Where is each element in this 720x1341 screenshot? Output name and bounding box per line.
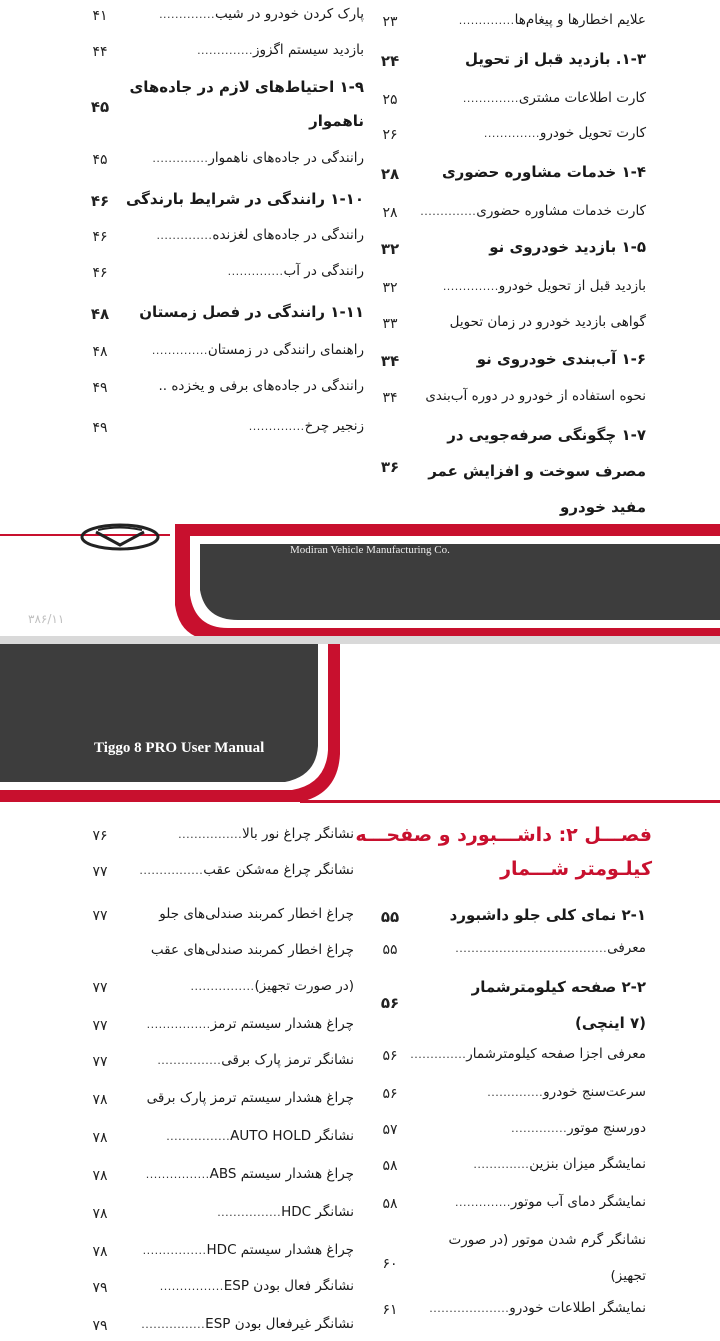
toc-page-number: ۷۷ [92,1054,108,1070]
toc-leader-dots: .............. [458,14,515,27]
toc-leader-dots: ................ [145,1168,210,1181]
toc-page-number: ۷۹ [92,1318,108,1334]
toc-entry-text: رانندگی در جاده‌های برفی و یخزده .. [158,378,364,394]
toc-entry [197,42,364,58]
toc-entry [157,1052,354,1068]
toc-entry-text: کارت تحویل خودرو [539,125,646,141]
toc-entry-line: ناهموار [309,112,364,130]
toc-page-number: ۴۱ [92,8,108,24]
toc-leader-dots: ................ [146,1018,211,1031]
toc-entry [511,1120,646,1136]
toc-entry [487,1084,646,1100]
toc-page-number: ۴۴ [92,44,108,60]
toc-leader-dots: .............. [248,420,305,433]
toc-entry [489,238,646,256]
toc-entry-text: نمایشگر میزان بنزین [529,1156,646,1172]
toc-entry-text: معرفی [607,940,646,956]
toc-leader-dots: .............. [483,127,540,140]
toc-entry-text: نحوه استفاده از خودرو در دوره آب‌بندی [425,388,646,404]
toc-entry-text: ۱-۶ آب‌بندی خودروی نو [476,350,646,368]
toc-page-number: ۴۶ [90,192,110,210]
toc-entry [450,906,646,924]
toc-page-number: ۶۰ [382,1256,398,1272]
toc-page-number: ۲۳ [382,14,398,30]
toc-entry [158,378,364,394]
toc-page-number: ۴۸ [92,344,108,360]
toc-leader-dots: ................ [159,1280,224,1293]
toc-entry [477,350,646,368]
toc-entry-text: سرعت‌سنج خودرو [543,1084,646,1100]
toc-entry-line: مصرف سوخت و افزایش عمر [428,462,646,480]
toc-entry [484,125,646,141]
toc-leader-dots: .............. [197,44,254,57]
toc-entry [410,1046,646,1062]
toc-leader-dots: .............. [462,92,519,105]
toc-page-number: ۷۷ [92,980,108,996]
toc-entry-text: رانندگی در آب [283,263,364,279]
toc-page-number: ۳۲ [380,240,400,258]
toc-entry-text: چراغ اخطار کمربند صندلی‌های جلو [159,906,354,922]
toc-entry-text: نشانگر چراغ نور بالا [242,826,354,842]
toc-page-number: ۷۶ [92,828,108,844]
toc-entry [159,906,354,922]
toc-page-number: ۷۷ [92,864,108,880]
toc-page-number: ۳۴ [380,352,400,370]
toc-entry [420,203,646,219]
toc-page-number: ۴۶ [92,265,108,281]
toc-page-number: ۴۵ [90,98,110,116]
toc-entry [459,12,646,28]
toc-page-number: ۲۸ [380,165,400,183]
toc-page-number: ۴۹ [92,380,108,396]
toc-entry-line: (۷ اینچی) [575,1014,646,1032]
toc-entry [473,1156,646,1172]
toc-page-number: ۳۲ [382,280,398,296]
toc-entry-text: نشانگر AUTO HOLD [230,1128,354,1144]
toc-entry-line: مفید خودرو [560,498,646,516]
toc-leader-dots: .............. [420,205,477,218]
toc-entry-text: نشانگر ترمز پارک برقی [221,1052,354,1068]
toc-entry-text: نشانگر غیرفعال بودن ESP [205,1316,354,1332]
toc-entry-text: ۱-۵ بازدید خودروی نو [489,238,646,256]
toc-entry-line: ۲-۲ صفحه کیلومترشمار [471,978,646,996]
toc-page-number: ۷۷ [92,1018,108,1034]
toc-page-number: ۵۵ [380,908,400,926]
toc-page-number: ۵۶ [382,1086,398,1102]
toc-entry [141,1316,354,1332]
toc-page-number: ۷۹ [92,1280,108,1296]
toc-page-number: ۵۷ [382,1122,398,1138]
toc-leader-dots: .............. [473,1158,530,1171]
toc-entry [217,1204,354,1220]
toc-leader-dots: .............. [487,1086,544,1099]
toc-entry-text: چراغ هشدار سیستم ABS [209,1166,354,1182]
footer-company: Modiran Vehicle Manufacturing Co. [290,544,450,556]
toc-page-number: ۷۸ [92,1168,108,1184]
toc-entry [228,263,364,279]
toc-leader-dots: .............. [410,1048,467,1061]
toc-page-number: ۴۸ [90,305,110,323]
toc-entry [159,6,364,22]
toc-entry [151,942,354,958]
toc-page-number: ۵۶ [380,994,400,1012]
toc-leader-dots: .............. [442,280,499,293]
toc-entry-line: نشانگر گرم شدن موتور (در صورت [448,1232,646,1248]
toc-page-number: ۶۱ [382,1302,398,1318]
toc-entry-text: پارک کردن خودرو در شیب [215,6,364,22]
toc-entry [455,1194,646,1210]
toc-entry-text: چراغ هشدار سیستم HDC [206,1242,354,1258]
toc-page-number: ۷۸ [92,1206,108,1222]
toc-entry-text: کارت اطلاعات مشتری [518,90,646,106]
toc-page-number: ۵۶ [382,1048,398,1064]
page-separator [0,636,720,644]
toc-entry [443,278,646,294]
toc-entry-text: (در صورت تجهیز) [254,978,354,994]
manual-title-header: Tiggo 8 PRO User Manual [94,740,265,756]
toc-entry-text: ۱-۱۱ رانندگی در فصل زمستان [139,303,364,321]
toc-leader-dots: ................ [166,1130,231,1143]
toc-entry-text: رانندگی در جاده‌های ناهموار [208,150,364,166]
toc-leader-dots: ................ [142,1244,207,1257]
toc-entry-text: زنجیر چرخ [304,418,364,434]
toc-entry [166,1128,354,1144]
toc-leader-dots: .............. [227,265,284,278]
toc-entry-text: چراغ هشدار سیستم ترمز پارک برقی [146,1090,354,1106]
chapter-title-line-1: فصـــل ۲: داشـــبورد و صفحـــه [355,824,652,846]
chapter-title-line-2: کیلـومتر شـــمار [500,858,652,880]
toc-entry-text: معرفی اجزا صفحه کیلومترشمار [466,1046,646,1062]
toc-leader-dots: .............. [151,344,208,357]
toc-entry [152,150,364,166]
toc-entry-line: ۱-۹ احتیاط‌های لازم در جاده‌های [129,78,364,96]
toc-entry [139,862,354,878]
toc-page-number: ۵۸ [382,1158,398,1174]
toc-entry [139,303,364,321]
toc-page-number: ۴۵ [92,152,108,168]
toc-entry-line: ۱-۷ چگونگی صرفه‌جویی در [447,426,646,444]
toc-entry [156,227,364,243]
toc-entry [147,1016,354,1032]
toc-entry [143,1242,354,1258]
toc-entry-text: کارت خدمات مشاوره حضوری [476,203,646,219]
toc-entry-text: نمایشگر اطلاعات خودرو [509,1300,646,1316]
toc-leader-dots: ................ [190,980,255,993]
toc-leader-dots: ................ [217,1206,282,1219]
toc-entry [178,826,354,842]
toc-entry-text: ۱-۱۰ رانندگی در شرایط بارندگی [125,190,364,208]
toc-entry-text: چراغ هشدار سیستم ترمز [210,1016,354,1032]
toc-entry [450,314,646,330]
toc-page-number: ۲۸ [382,205,398,221]
toc-entry-text: چراغ اخطار کمربند صندلی‌های عقب [150,942,354,958]
toc-entry-text: ۱-۳. بازدید قبل از تحویل [464,50,646,68]
toc-leader-dots: ................ [178,828,243,841]
toc-entry [249,418,364,434]
toc-entry-text: نشانگر چراغ مه‌شکن عقب [203,862,354,878]
toc-entry-text: نشانگر فعال بودن ESP [223,1278,354,1294]
manual-page-1 [0,0,720,636]
toc-leader-dots: .................... [429,1302,510,1315]
toc-leader-dots: .............. [159,8,216,21]
toc-entry [126,190,364,208]
toc-leader-dots: .............. [511,1122,568,1135]
toc-entry-text: راهنمای رانندگی در زمستان [207,342,364,358]
toc-entry-text: علایم اخطارها و پیغام‌ها [514,12,646,28]
toc-page-number: ۲۴ [380,52,400,70]
toc-entry [425,388,646,404]
toc-page-number: ۴۶ [92,229,108,245]
toc-entry [463,90,646,106]
toc-entry-text: نشانگر HDC [281,1204,354,1220]
toc-page-number: ۲۵ [382,92,398,108]
toc-leader-dots: .............. [156,229,213,242]
toc-entry [429,1300,646,1316]
toc-entry-text: نمایشگر دمای آب موتور [510,1194,646,1210]
brand-logo-icon [80,522,160,552]
toc-entry-text: گواهی بازدید خودرو در زمان تحویل [449,314,646,330]
toc-page-number: ۷۸ [92,1244,108,1260]
header-band [0,644,720,814]
manual-page-2 [0,644,720,1341]
toc-leader-dots: ................ [157,1054,222,1067]
toc-entry-text: رانندگی در جاده‌های لغزنده [212,227,364,243]
toc-page-number: ۳۴ [382,390,398,406]
toc-entry [465,50,646,68]
toc-page-number: ۲۶ [382,127,398,143]
toc-page-number: ۵۵ [382,942,398,958]
toc-page-number: ۷۷ [92,908,108,924]
toc-page-number: ۷۸ [92,1130,108,1146]
toc-leader-dots: ...................................... [455,942,608,955]
toc-leader-dots: .............. [454,1196,511,1209]
toc-entry [191,978,354,994]
toc-leader-dots: ................ [141,1318,206,1331]
toc-entry-text: دورسنج موتور [567,1120,646,1136]
toc-page-number: ۷۸ [92,1092,108,1108]
toc-entry [152,342,364,358]
toc-leader-dots: .............. [152,152,209,165]
toc-entry-text: بازدید قبل از تحویل خودرو [498,278,646,294]
toc-entry-text: بازدید سیستم اگزوز [253,42,364,58]
toc-entry [455,940,646,956]
toc-page-number: ۵۸ [382,1196,398,1212]
toc-entry [442,163,646,181]
page-number: ۳۸۶/۱۱ [28,612,65,626]
toc-entry-line: تجهیز) [610,1268,646,1284]
toc-page-number: ۴۹ [92,420,108,436]
toc-leader-dots: ................ [139,864,204,877]
toc-page-number: ۳۳ [382,316,398,332]
toc-entry [147,1090,354,1106]
toc-entry-text: ۲-۱ نمای کلی جلو داشبورد [449,906,646,924]
toc-entry [146,1166,354,1182]
toc-entry [160,1278,354,1294]
toc-entry-text: ۱-۴ خدمات مشاوره حضوری [441,163,646,181]
toc-page-number: ۳۶ [380,458,400,476]
